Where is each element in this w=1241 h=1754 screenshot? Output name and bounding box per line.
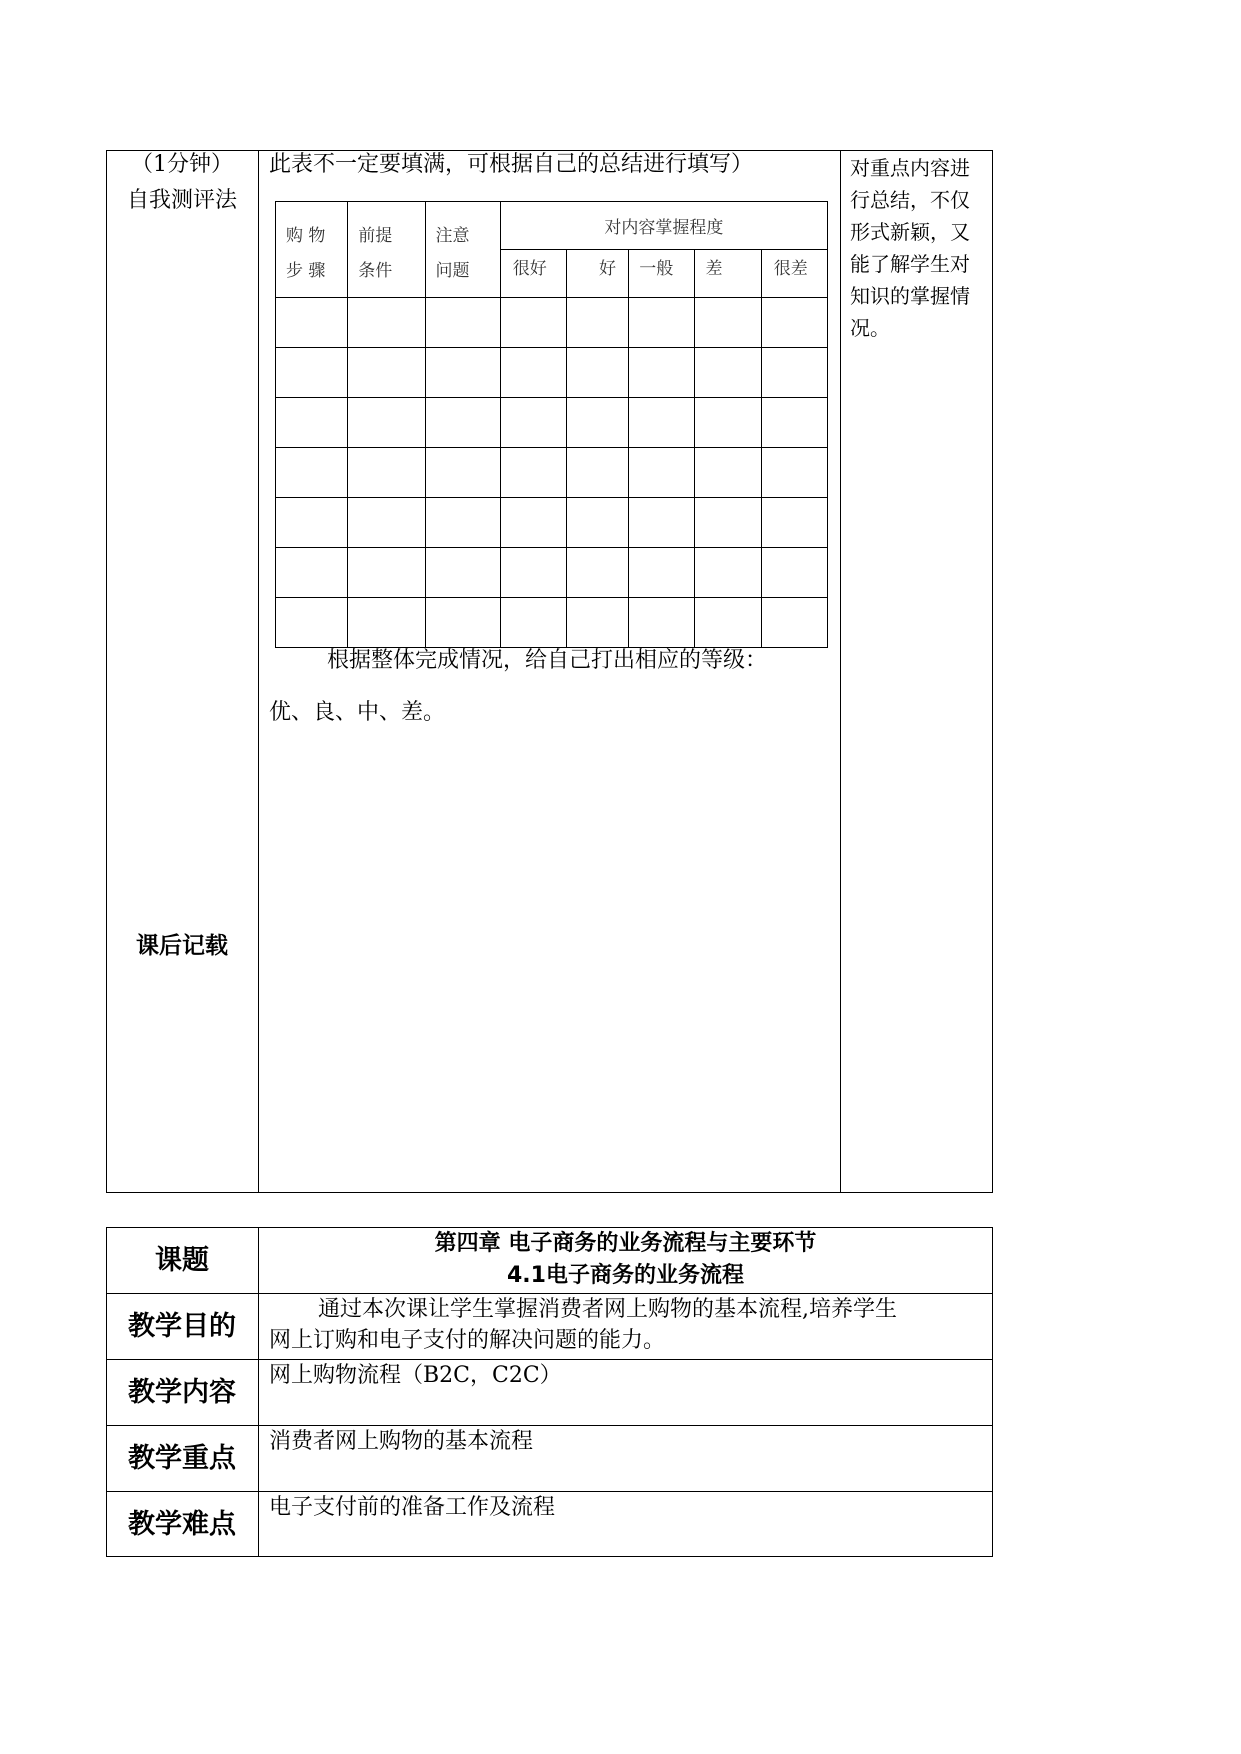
summary-line: 形式新颖，又 bbox=[850, 220, 970, 244]
objective-label: 教学目的 bbox=[128, 1311, 236, 1342]
header-notes: 注意 问题 bbox=[425, 202, 500, 298]
summary-line: 对重点内容进 bbox=[850, 156, 970, 180]
table-row bbox=[276, 348, 828, 398]
level-poor: 差 bbox=[695, 250, 761, 298]
content-text: 网上购物流程（B2C，C2C） bbox=[269, 1363, 562, 1388]
header-shopping-steps: 购 物 步 骤 bbox=[276, 202, 348, 298]
level-very-poor: 很差 bbox=[761, 250, 827, 298]
lesson-row-separator bbox=[106, 1491, 993, 1492]
table-row bbox=[276, 598, 828, 648]
table-row bbox=[276, 398, 828, 448]
topic-label: 课题 bbox=[155, 1245, 209, 1276]
self-assessment-table bbox=[275, 201, 828, 648]
grading-instruction: 根据整体完成情况，给自己打出相应的等级： bbox=[327, 648, 768, 673]
key-point-label: 教学重点 bbox=[128, 1443, 236, 1474]
difficulty-text: 电子支付前的准备工作及流程 bbox=[269, 1495, 556, 1520]
summary-line: 况。 bbox=[850, 316, 890, 340]
summary-line: 行总结，不仅 bbox=[850, 188, 970, 212]
table-row bbox=[276, 498, 828, 548]
lesson-row-separator bbox=[106, 1359, 993, 1360]
header-mastery: 对内容掌握程度 bbox=[500, 202, 827, 250]
top-table-divider-2 bbox=[840, 150, 841, 1193]
summary-line: 知识的掌握情 bbox=[850, 284, 970, 308]
level-good: 好 bbox=[567, 250, 629, 298]
difficulty-label: 教学难点 bbox=[128, 1509, 236, 1540]
lesson-row-separator bbox=[106, 1425, 993, 1426]
after-class-label: 课后记载 bbox=[136, 933, 228, 959]
instruction-text: 此表不一定要填满，可根据自己的总结进行填写） bbox=[269, 152, 754, 177]
table-row bbox=[276, 298, 828, 348]
topic-line-2: 4.1电子商务的业务流程 bbox=[507, 1263, 744, 1288]
objective-line-2: 网上订购和电子支付的解决问题的能力。 bbox=[269, 1328, 666, 1353]
duration-label: （1分钟） bbox=[131, 152, 233, 177]
table-row bbox=[276, 548, 828, 598]
method-label: 自我测评法 bbox=[126, 188, 237, 213]
level-very-good: 很好 bbox=[500, 250, 566, 298]
header-preconditions: 前提 条件 bbox=[348, 202, 425, 298]
top-table-divider-1 bbox=[258, 150, 259, 1193]
objective-line-1: 通过本次课让学生掌握消费者网上购物的基本流程,培养学生 bbox=[318, 1297, 897, 1322]
table-row bbox=[276, 448, 828, 498]
key-point-text: 消费者网上购物的基本流程 bbox=[269, 1429, 534, 1454]
topic-line-1: 第四章 电子商务的业务流程与主要环节 bbox=[434, 1231, 817, 1256]
summary-line: 能了解学生对 bbox=[850, 252, 970, 276]
summary-note bbox=[850, 152, 990, 344]
content-label: 教学内容 bbox=[128, 1377, 236, 1408]
level-average: 一般 bbox=[629, 250, 695, 298]
grading-options: 优、良、中、差。 bbox=[269, 700, 446, 725]
lesson-row-separator bbox=[106, 1293, 993, 1294]
